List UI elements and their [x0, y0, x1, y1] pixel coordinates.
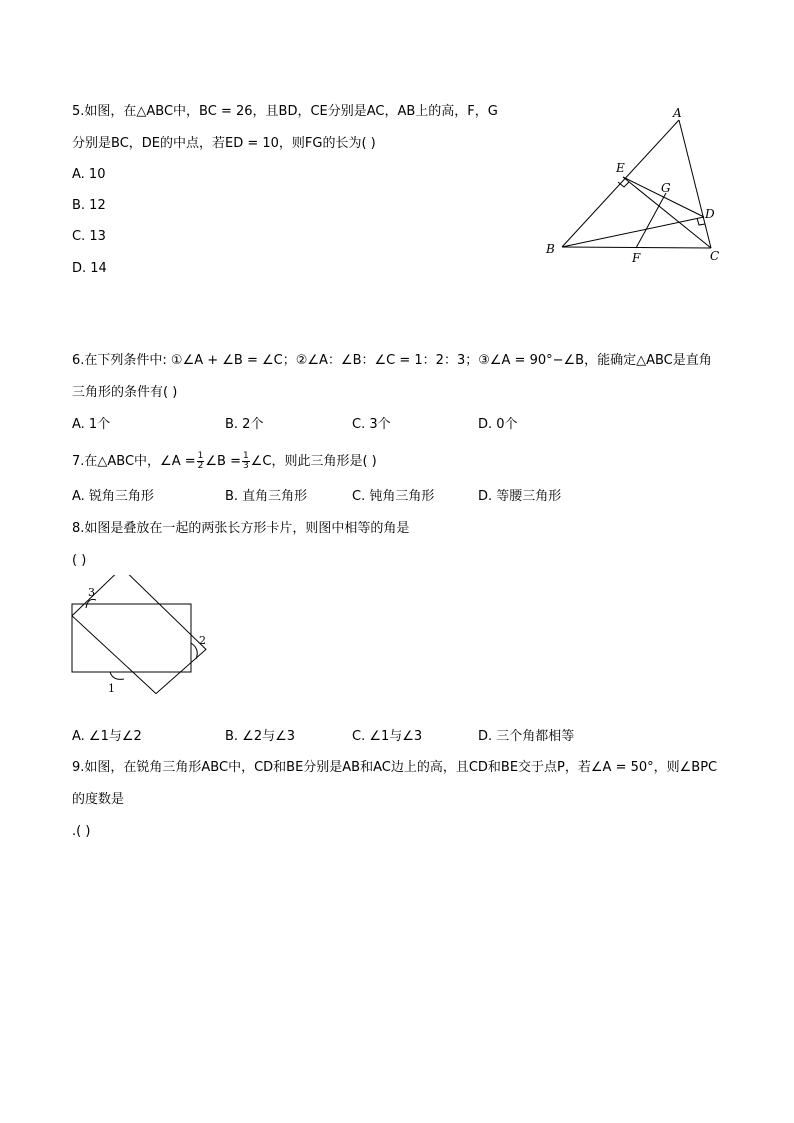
- q5-label-d: D: [705, 207, 715, 221]
- q7-frac1-numerator: 1: [197, 451, 204, 461]
- q8-option-b: B. ∠2与∠3: [225, 729, 296, 744]
- q5-side-ac: [679, 120, 711, 248]
- q5-stem-line1: 5.如图，在△ABC中，BC = 26，且BD，CE分别是AC，AB上的高，F，G: [72, 104, 498, 119]
- q7-option-d: D. 等腰三角形: [478, 489, 562, 504]
- q8-stem-line2: ( ): [72, 553, 87, 568]
- q8-option-d: D. 三个角都相等: [478, 729, 575, 744]
- q7-frac2-denominator: 3: [242, 461, 249, 471]
- q7-stem-suffix: ∠C，则此三角形是( ): [250, 454, 377, 469]
- q7-frac1-denominator: 2: [197, 461, 204, 471]
- q5-option-c: C. 13: [72, 229, 106, 244]
- q8-option-a: A. ∠1与∠2: [72, 729, 142, 744]
- q8-angle-arc-1: [110, 672, 124, 679]
- q5-stem-line2: 分别是BC，DE的中点，若ED = 10，则FG的长为( ): [72, 136, 376, 151]
- q8-rectangles-figure: [66, 575, 216, 700]
- q6-option-b: B. 2个: [225, 417, 264, 432]
- q7-frac2-numerator: 1: [242, 451, 249, 461]
- q8-option-c: C. ∠1与∠3: [352, 729, 423, 744]
- q5-label-g: G: [661, 181, 671, 195]
- q8-stem-line1: 8.如图是叠放在一起的两张长方形卡片，则图中相等的角是: [72, 521, 410, 536]
- q5-label-e: E: [616, 161, 625, 175]
- q7-stem-prefix: 7.在△ABC中，∠A =: [72, 454, 196, 469]
- q8-label-1: 1: [108, 682, 115, 695]
- q9-stem-line2: 的度数是: [72, 792, 125, 807]
- q5-option-b: B. 12: [72, 198, 106, 213]
- q7-fraction-half: [197, 452, 205, 471]
- q5-segment-fg: [636, 193, 666, 248]
- q7-fraction-third: [242, 452, 250, 471]
- q5-label-b: B: [546, 242, 555, 256]
- q5-option-a: A. 10: [72, 167, 106, 182]
- q6-option-c: C. 3个: [352, 417, 391, 432]
- q5-altitude-bd: [562, 217, 704, 247]
- q7-option-b: B. 直角三角形: [225, 489, 308, 504]
- q8-label-2: 2: [199, 634, 206, 647]
- q5-label-f: F: [632, 251, 641, 265]
- q7-stem: [72, 451, 377, 473]
- q6-option-d: D. 0个: [478, 417, 518, 432]
- q7-stem-mid: ∠B =: [205, 454, 241, 469]
- q7-option-a: A. 锐角三角形: [72, 489, 154, 504]
- q8-label-3: 3: [88, 586, 95, 599]
- q5-label-c: C: [710, 249, 720, 263]
- q6-stem-line2: 三角形的条件有( ): [72, 385, 178, 400]
- q9-stem-line3: .( ): [72, 824, 91, 839]
- q5-label-a: A: [673, 106, 682, 120]
- q8-rectangle-horizontal: [72, 604, 191, 672]
- q6-option-a: A. 1个: [72, 417, 111, 432]
- q8-angle-arc-2: [191, 643, 197, 659]
- q5-triangle-figure: [540, 100, 740, 270]
- q5-option-d: D. 14: [72, 261, 107, 276]
- q7-option-c: C. 钝角三角形: [352, 489, 435, 504]
- q9-stem-line1: 9.如图，在锐角三角形ABC中，CD和BE分别是AB和AC边上的高，且CD和BE交于点P，若∠A = 50°，则∠BPC: [72, 760, 718, 775]
- q6-stem-line1: 6.在下列条件中: ①∠A + ∠B = ∠C；②∠A：∠B：∠C = 1：2：3；③∠A = 90°−∠B，能确定△ABC是直角: [72, 353, 712, 368]
